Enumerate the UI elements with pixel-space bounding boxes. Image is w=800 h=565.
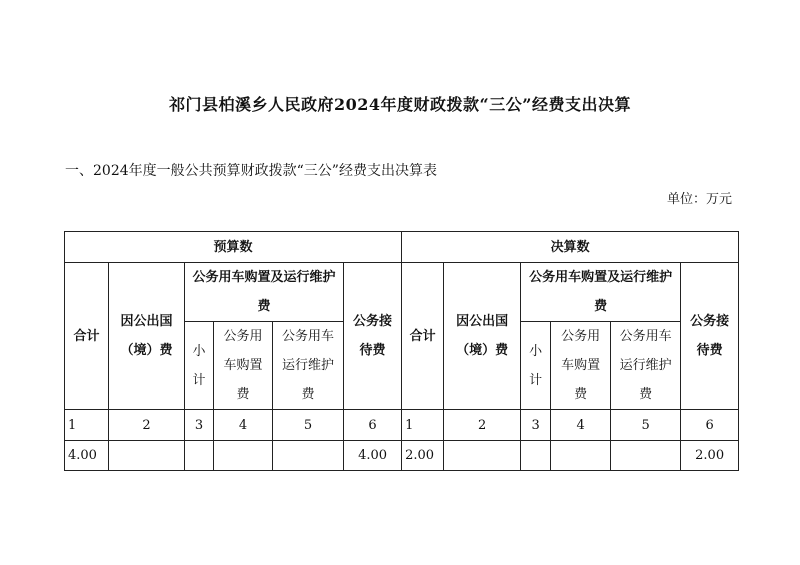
- three-public-expense-table: [64, 231, 739, 471]
- value-cell: 2.00: [681, 441, 739, 471]
- index-cell: 3: [521, 410, 551, 441]
- final-total-header: 合计: [402, 263, 444, 410]
- value-cell: [444, 441, 521, 471]
- final-subtotal-header: 小计: [521, 322, 551, 410]
- index-cell: 6: [344, 410, 402, 441]
- index-cell: 3: [185, 410, 214, 441]
- index-cell: 4: [214, 410, 273, 441]
- budget-reception-header: 公务接待费: [344, 263, 402, 410]
- index-cell: 2: [444, 410, 521, 441]
- final-vehicle-group-header: 公务用车购置及运行维护费: [521, 263, 681, 322]
- final-group-header: 决算数: [402, 232, 739, 263]
- section-heading: 一、2024年度一般公共预算财政拨款“三公”经费支出决算表: [65, 163, 437, 179]
- value-cell: [214, 441, 273, 471]
- value-cell: [551, 441, 611, 471]
- value-cell: 4.00: [65, 441, 109, 471]
- budget-abroad-header: 因公出国（境）费: [109, 263, 185, 410]
- budget-subtotal-header: 小计: [185, 322, 214, 410]
- index-cell: 2: [109, 410, 185, 441]
- budget-vehicle-operation-header: 公务用车运行维护费: [273, 322, 344, 410]
- budget-vehicle-group-header: 公务用车购置及运行维护费: [185, 263, 344, 322]
- value-cell: [611, 441, 681, 471]
- unit-label: 单位：万元: [666, 192, 732, 207]
- index-cell: 1: [402, 410, 444, 441]
- index-cell: 1: [65, 410, 109, 441]
- budget-total-header: 合计: [65, 263, 109, 410]
- final-vehicle-operation-header: 公务用车运行维护费: [611, 322, 681, 410]
- final-reception-header: 公务接待费: [681, 263, 739, 410]
- value-cell: 4.00: [344, 441, 402, 471]
- index-cell: 4: [551, 410, 611, 441]
- value-cell: [273, 441, 344, 471]
- value-cell: [521, 441, 551, 471]
- index-cell: 6: [681, 410, 739, 441]
- value-row: [65, 441, 739, 471]
- value-cell: 2.00: [402, 441, 444, 471]
- index-cell: 5: [611, 410, 681, 441]
- index-cell: 5: [273, 410, 344, 441]
- final-vehicle-purchase-header: 公务用车购置费: [551, 322, 611, 410]
- value-cell: [185, 441, 214, 471]
- index-row: [65, 410, 739, 441]
- document-title: 祁门县柏溪乡人民政府2024年度财政拨款“三公”经费支出决算: [169, 95, 631, 114]
- budget-group-header: 预算数: [65, 232, 402, 263]
- budget-vehicle-purchase-header: 公务用车购置费: [214, 322, 273, 410]
- value-cell: [109, 441, 185, 471]
- final-abroad-header: 因公出国（境）费: [444, 263, 521, 410]
